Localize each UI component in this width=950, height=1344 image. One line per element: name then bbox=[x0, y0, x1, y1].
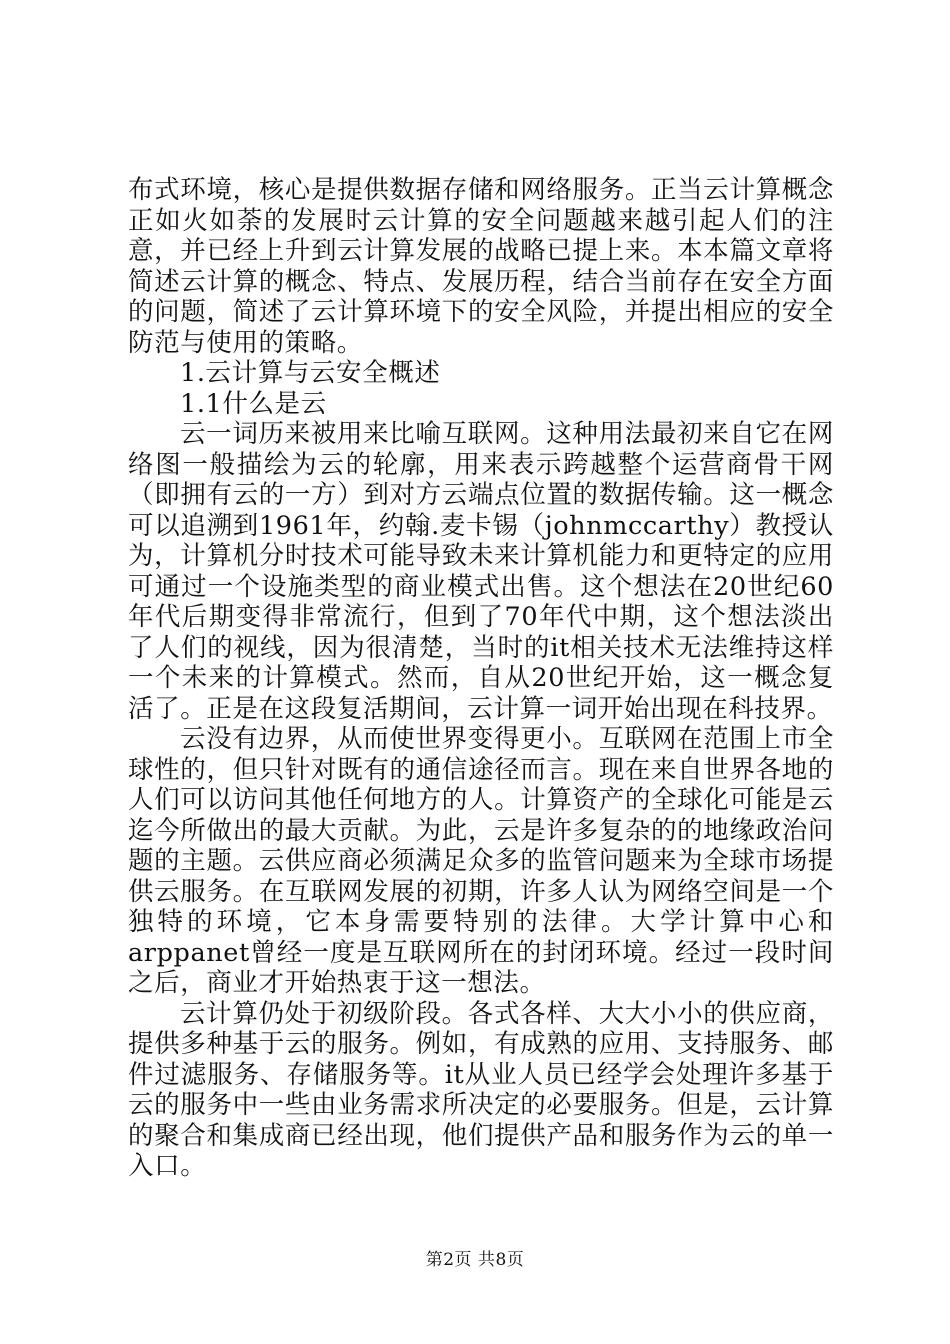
paragraph-cloud-history: 云一词历来被用来比喻互联网。这种用法最初来自它在网络图一般描绘为云的轮廓，用来表示跨越整个运营商骨干网（即拥有云的一方）到对方云端点位置的数据传输。这一概念可以追溯到1961年，约翰.麦卡锡（johnmccarthy）教授认为，计算机分时技术可能导致未来计算机能力和更特定的应用可通过一个设施类型的商业模式出售。这个想法在20世纪60年代后期变得非常流行，但到了70年代中期，这个想法淡出了人们的视线，因为很清楚，当时的it相关技术无法维持这样一个未来的计算模式。然而，自从20世纪开始，这一概念复活了。正是在这段复活期间，云计算一词开始出现在科技界。 bbox=[128, 419, 834, 724]
document-body bbox=[128, 175, 834, 1182]
subsection-heading: 1.1什么是云 bbox=[180, 388, 327, 419]
paragraph-intro-continued: 布式环境，核心是提供数据存储和网络服务。正当云计算概念正如火如荼的发展时云计算的安全问题越来越引起人们的注意，并已经上升到云计算发展的战略已提上来。本本篇文章将简述云计算的概念、特点、发展历程，结合当前存在安全方面的问题，简述了云计算环境下的安全风险，并提出相应的安全防范与使用的策略。 bbox=[128, 175, 834, 358]
paragraph-cloud-borders: 云没有边界，从而使世界变得更小。互联网在范围上市全球性的，但只针对既有的通信途径而言。现在来自世界各地的人们可以访问其他任何地方的人。计算资产的全球化可能是云迄今所做出的最大贡献。为此，云是许多复杂的的地缘政治问题的主题。云供应商必须满足众多的监管问题来为全球市场提供云服务。在互联网发展的初期，许多人认为网络空间是一个独特的环境，它本身需要特别的法律。大学计算中心和arppanet曾经一度是互联网所在的封闭环境。经过一段时间之后，商业才开始热衷于这一想法。 bbox=[128, 724, 834, 998]
page-number-footer: 第2页 共8页 bbox=[425, 1250, 525, 1270]
section-heading: 1.云计算与云安全概述 bbox=[180, 358, 441, 388]
paragraph-cloud-stage: 云计算仍处于初级阶段。各式各样、大大小小的供应商，提供多种基于云的服务。例如，有成熟的应用、支持服务、邮件过滤服务、存储服务等。it从业人员已经学会处理许多基于云的服务中一些由业务需求所决定的必要服务。但是，云计算的聚合和集成商已经出现，他们提供产品和服务作为云的单一入口。 bbox=[128, 998, 834, 1181]
